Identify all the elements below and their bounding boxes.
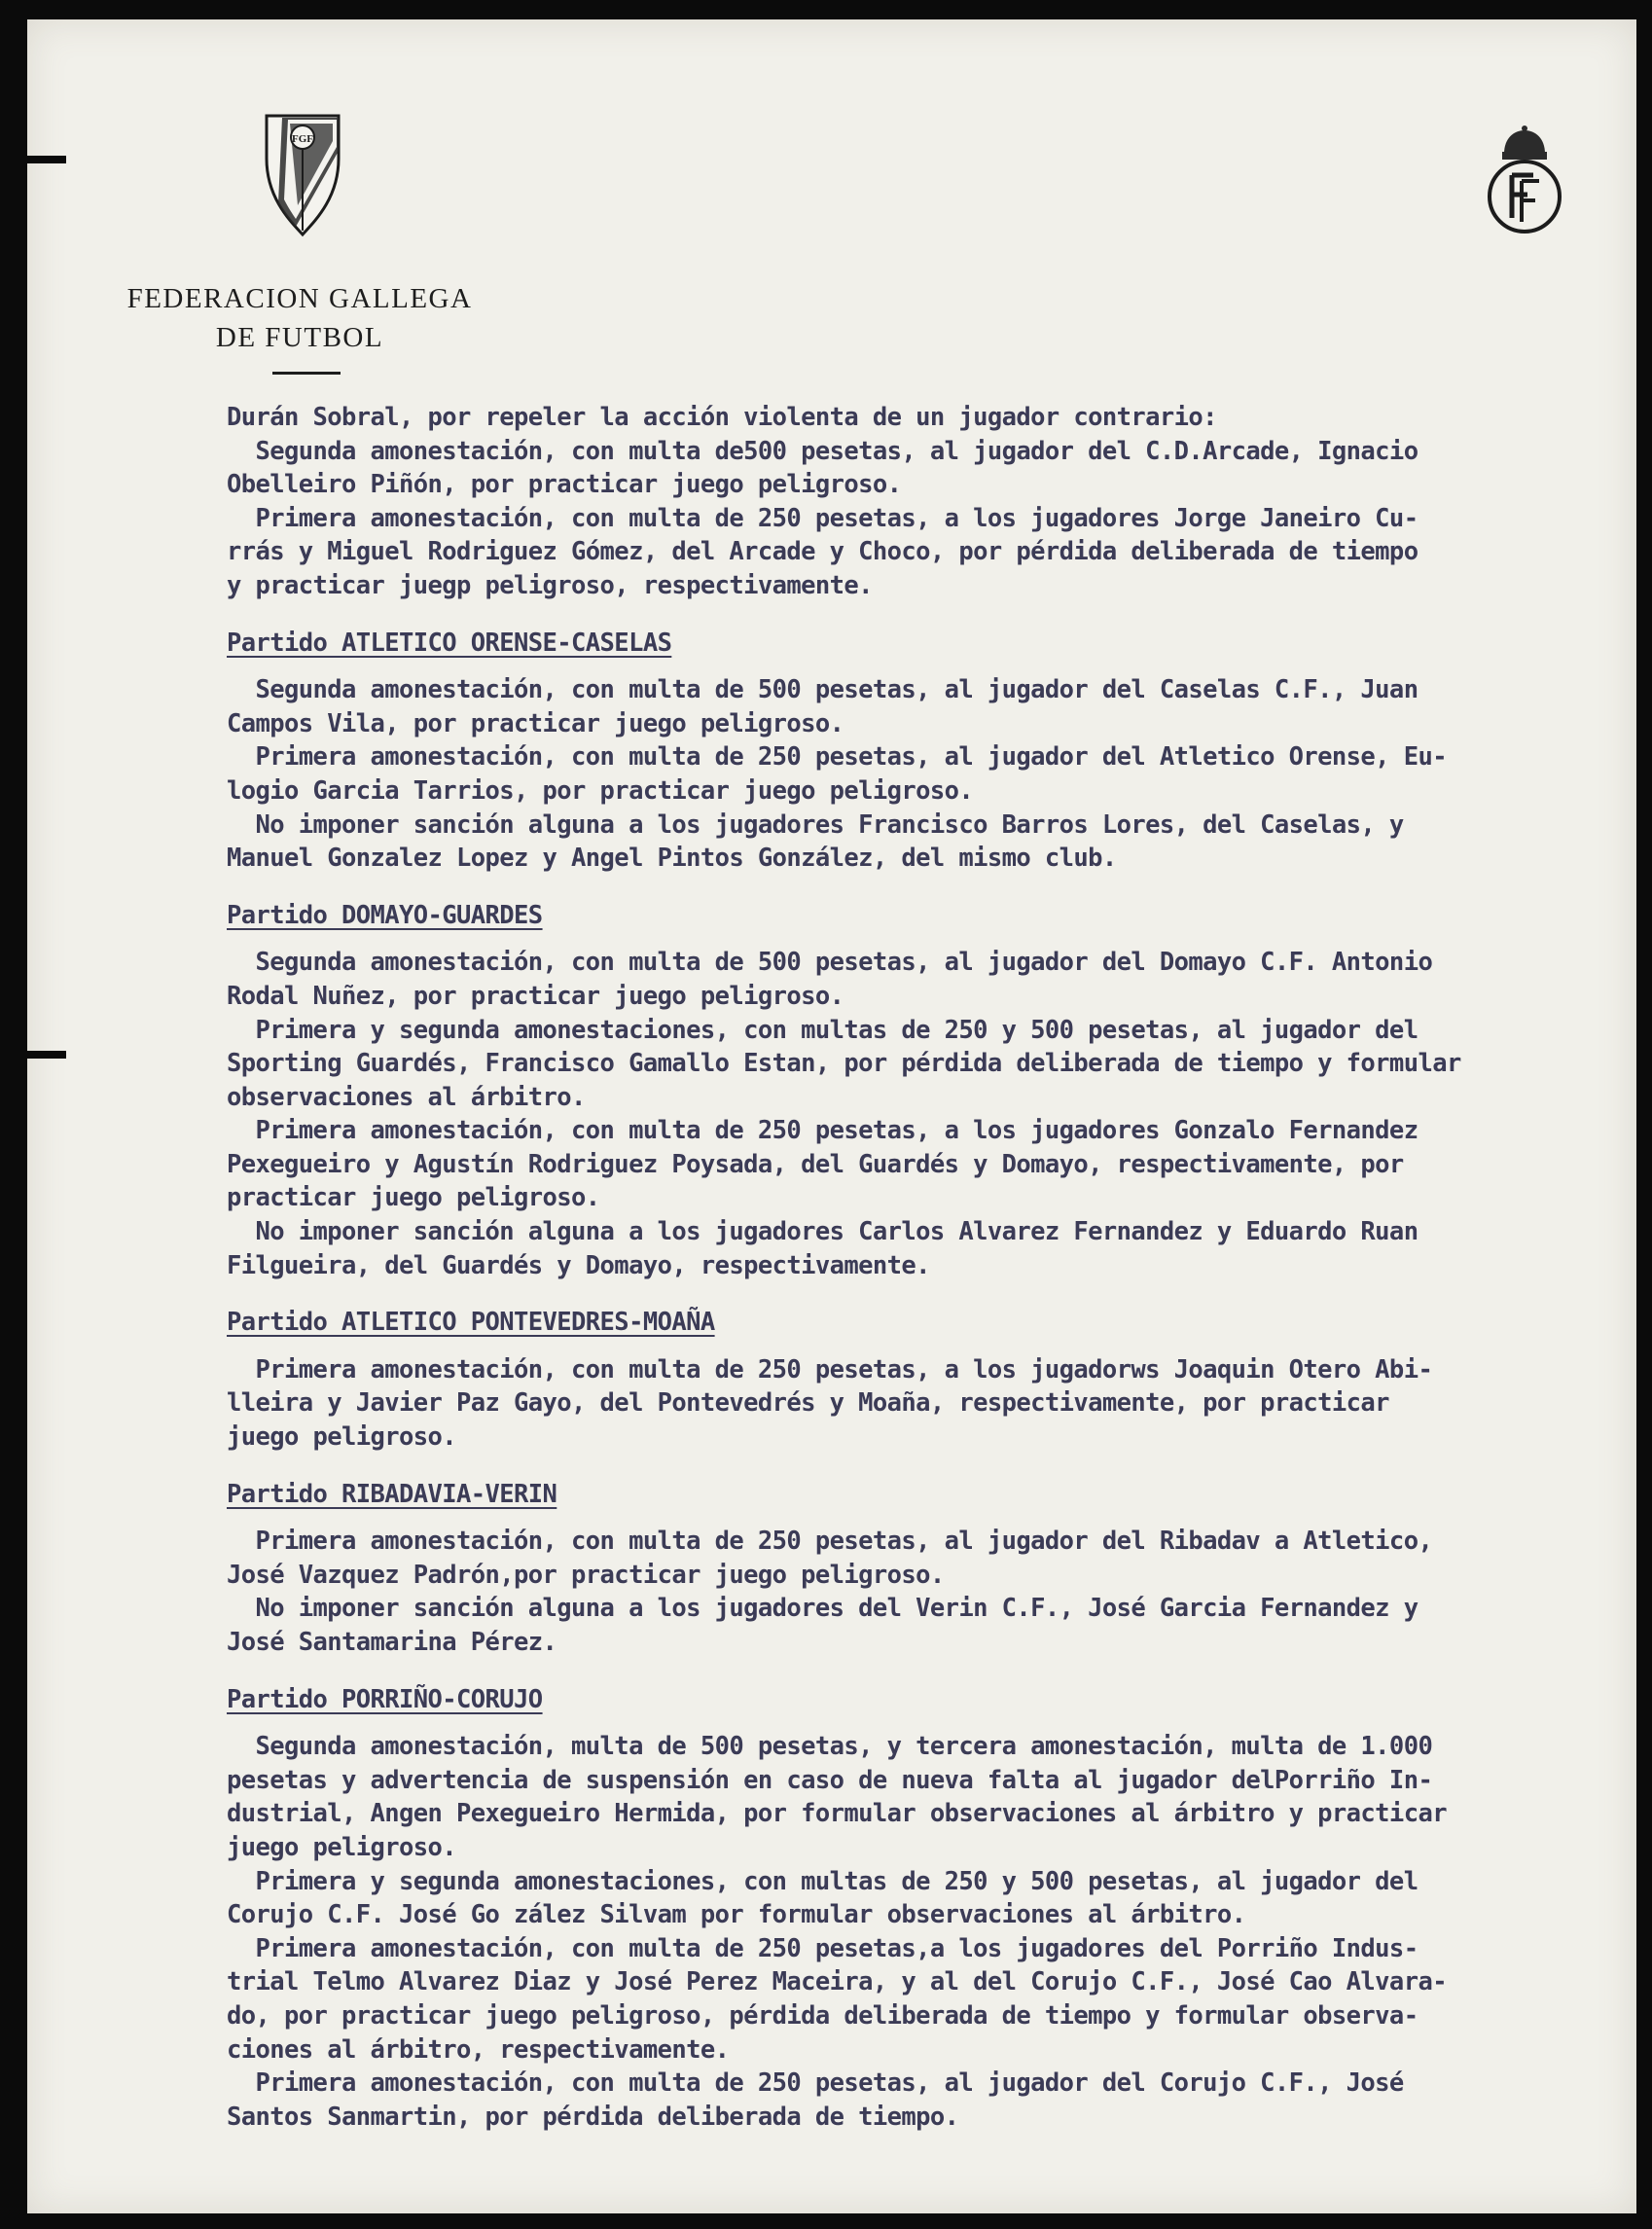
text-line: Primera amonestación, con multa de 250 pesetas, a los jugadores Gonzalo Fernandez bbox=[227, 1116, 1419, 1146]
section-domayo-guardes bbox=[227, 899, 1608, 1283]
organization-name-line2: DE FUTBOL bbox=[215, 322, 384, 353]
document-page bbox=[27, 19, 1636, 2213]
text-line: Manuel Gonzalez Lopez y Angel Pintos González, del mismo club. bbox=[227, 844, 1117, 874]
text-line: observaciones al árbitro. bbox=[227, 1082, 586, 1112]
galician-federation-shield-icon bbox=[261, 112, 344, 243]
section-atletico-pontevedres-moana bbox=[227, 1306, 1608, 1454]
text-line: No imponer sanción alguna a los jugadores Carlos Alvarez Fernandez y Eduardo Ruan bbox=[227, 1217, 1419, 1247]
text-line: Primera amonestación, con multa de 250 pesetas,a los jugadores del Porriño Indus- bbox=[227, 1933, 1419, 1963]
text-line: Santos Sanmartin, por pérdida deliberada de tiempo. bbox=[227, 2102, 959, 2132]
text-line: Segunda amonestación, con multa de500 pesetas, al jugador del C.D.Arcade, Ignacio bbox=[227, 436, 1419, 466]
letterhead-rule bbox=[272, 372, 341, 375]
section-heading: Partido ATLETICO PONTEVEDRES-MOAÑA bbox=[227, 1308, 715, 1338]
text-line: juego peligroso. bbox=[227, 1422, 457, 1453]
document-body bbox=[227, 401, 1608, 2134]
text-line: Durán Sobral, por repeler la acción violenta de un jugador contrario: bbox=[227, 403, 1217, 432]
section-heading: Partido DOMAYO-GUARDES bbox=[227, 900, 543, 930]
text-line: Campos Vila, por practicar juego peligroso. bbox=[227, 708, 844, 738]
section-heading: Partido ATLETICO ORENSE-CASELAS bbox=[227, 628, 672, 658]
intro-block bbox=[227, 401, 1608, 603]
text-line: No imponer sanción alguna a los jugadores del Verin C.F., José Garcia Fernandez y bbox=[227, 1594, 1419, 1624]
text-line: Sporting Guardés, Francisco Gamallo Estan, por pérdida deliberada de tiempo y formular bbox=[227, 1049, 1461, 1079]
text-line: Segunda amonestación, con multa de 500 pesetas, al jugador del Domayo C.F. Antonio bbox=[227, 948, 1433, 978]
text-line: Obelleiro Piñón, por practicar juego peligroso. bbox=[227, 470, 902, 500]
organization-name bbox=[86, 279, 514, 357]
text-line: juego peligroso. bbox=[227, 1832, 457, 1862]
text-line: Segunda amonestación, con multa de 500 pesetas, al jugador del Caselas C.F., Juan bbox=[227, 675, 1419, 705]
text-line: José Santamarina Pérez. bbox=[227, 1628, 557, 1657]
text-line: practicar juego peligroso. bbox=[227, 1183, 600, 1213]
text-line: No imponer sanción alguna a los jugadores Francisco Barros Lores, del Caselas, y bbox=[227, 809, 1404, 840]
organization-name-line1: FEDERACION GALLEGA bbox=[126, 283, 473, 314]
section-atletico-orense-caselas bbox=[227, 627, 1608, 876]
royal-spanish-federation-crest-icon bbox=[1483, 125, 1566, 241]
text-line: Primera amonestación, con multa de 250 pesetas, a los jugadorws Joaquin Otero Abi- bbox=[227, 1354, 1433, 1384]
text-line: rrás y Miguel Rodriguez Gómez, del Arcade y Choco, por pérdida deliberada de tiempo bbox=[227, 537, 1419, 567]
section-heading: Partido RIBADAVIA-VERIN bbox=[227, 1479, 557, 1509]
page-edge-mark bbox=[27, 1051, 66, 1059]
text-line: ciones al árbitro, respectivamente. bbox=[227, 2034, 730, 2065]
text-line: do, por practicar juego peligroso, pérdida deliberada de tiempo y formular observa- bbox=[227, 2000, 1419, 2031]
section-ribadavia-verin bbox=[227, 1478, 1608, 1660]
text-line: Primera amonestación, con multa de 250 pesetas, a los jugadores Jorge Janeiro Cu- bbox=[227, 503, 1419, 533]
text-line: José Vazquez Padrón,por practicar juego peligroso. bbox=[227, 1560, 945, 1590]
svg-text:FGF: FGF bbox=[292, 133, 313, 145]
text-line: Segunda amonestación, multa de 500 pesetas, y tercera amonestación, multa de 1.000 bbox=[227, 1732, 1433, 1762]
text-line: Rodal Nuñez, por practicar juego peligroso. bbox=[227, 981, 844, 1011]
text-line: Pexegueiro y Agustín Rodriguez Poysada, del Guardés y Domayo, respectivamente, por bbox=[227, 1149, 1404, 1179]
text-line: Primera amonestación, con multa de 250 pesetas, al jugador del Corujo C.F., José bbox=[227, 2068, 1404, 2099]
text-line: Filgueira, del Guardés y Domayo, respectivamente. bbox=[227, 1250, 930, 1280]
text-line: y practicar juegp peligroso, respectivamente. bbox=[227, 570, 873, 600]
text-line: pesetas y advertencia de suspensión en caso de nueva falta al jugador delPorriño In- bbox=[227, 1765, 1433, 1795]
text-line: Primera y segunda amonestaciones, con multas de 250 y 500 pesetas, al jugador del bbox=[227, 1015, 1419, 1045]
page-edge-mark bbox=[27, 156, 66, 163]
section-heading: Partido PORRIÑO-CORUJO bbox=[227, 1684, 543, 1714]
text-line: Primera amonestación, con multa de 250 pesetas, al jugador del Atletico Orense, Eu- bbox=[227, 742, 1447, 773]
section-porrino-corujo bbox=[227, 1683, 1608, 2135]
text-line: lleira y Javier Paz Gayo, del Pontevedrés y Moaña, respectivamente, por practicar bbox=[227, 1388, 1389, 1419]
text-line: trial Telmo Alvarez Diaz y José Perez Maceira, y al del Corujo C.F., José Cao Alvara- bbox=[227, 1967, 1447, 1997]
text-line: Primera y segunda amonestaciones, con multas de 250 y 500 pesetas, al jugador del bbox=[227, 1866, 1419, 1896]
text-line: logio Garcia Tarrios, por practicar juego peligroso. bbox=[227, 775, 974, 806]
text-line: Corujo C.F. José Go zález Silvam por formular observaciones al árbitro. bbox=[227, 1900, 1246, 1930]
text-line: Primera amonestación, con multa de 250 pesetas, al jugador del Ribadav a Atletico, bbox=[227, 1527, 1433, 1557]
text-line: dustrial, Angen Pexegueiro Hermida, por formular observaciones al árbitro y practicar bbox=[227, 1799, 1447, 1829]
